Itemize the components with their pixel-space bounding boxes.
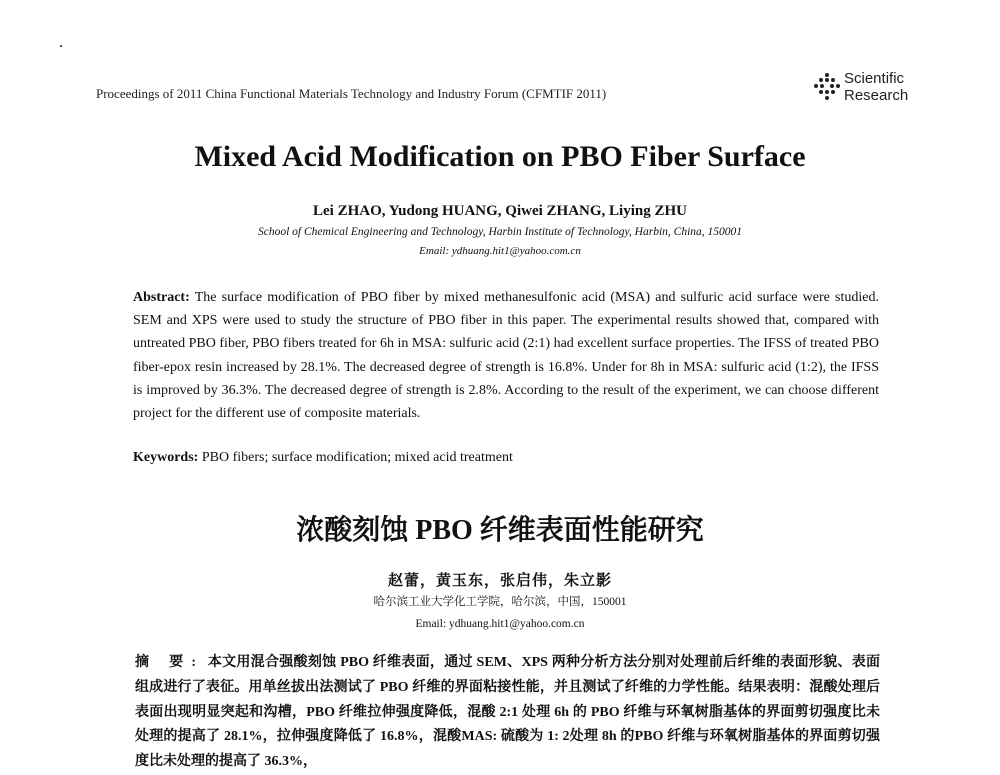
chinese-email: Email: ydhuang.hit1@yahoo.com.cn	[415, 618, 585, 630]
chinese-abstract-label: 摘 要:	[135, 655, 205, 670]
scientific-research-logo-icon	[812, 72, 842, 102]
keywords-text: PBO fibers; surface modification; mixed acid treatment	[201, 450, 513, 465]
paper-title: Mixed Acid Modification on PBO Fiber Surface	[194, 140, 806, 173]
logo-text-scientific: Scientific	[844, 70, 905, 87]
publisher-logo	[812, 70, 922, 106]
chinese-title: 浓酸刻蚀 PBO 纤维表面性能研究	[296, 515, 704, 546]
abstract-label: Abstract:	[133, 290, 190, 305]
chinese-affiliation: 哈尔滨工业大学化工学院，哈尔滨，中国，150001	[373, 596, 627, 608]
paper-affiliation: School of Chemical Engineering and Technology, Harbin Institute of Technology, Harbin, China, 150001	[257, 226, 743, 238]
keywords-line	[133, 450, 879, 466]
paper-authors: Lei ZHAO, Yudong HUANG, Qiwei ZHANG, Liying ZHU	[313, 203, 687, 219]
keywords-label: Keywords:	[133, 450, 199, 465]
chinese-abstract-text: 本文用混合强酸刻蚀 PBO 纤维表面，通过 SEM、XPS 两种分析方法分别对处理前后纤维的表面形貌、表面组成进行了表征。用单丝拔出法测试了 PBO 纤维的界面粘接性能，并且测试了纤维的力学性能。结果表明：混酸处理后表面出现明显突起和沟槽，PBO 纤维拉伸强度降低，混酸 2:1 处理 6h 的 PBO 纤维与环氧树脂基体的界面剪切强度比未处理的提高了 28.1%，拉伸强度降低了 16.8%，混酸MAS: 硫酸为 1: 2处理 8h 的PBO 纤维与环氧树脂基体的界面剪切强度比未处理的提高了 36.3%，	[135, 655, 880, 770]
scan-speck	[60, 45, 62, 47]
abstract-paragraph	[133, 286, 879, 425]
abstract-text: The surface modification of PBO fiber by mixed methanesulfonic acid (MSA) and sulfuric acid surface were studied. SEM and XPS were used to study the structure of PBO fiber in this paper. The experimental results showed that, compared with untreated PBO fiber, PBO fibers treated for 6h in MSA: sulfuric acid (2:1) had excellent surface properties. The IFSS of treated PBO fiber-epox resin increased by 28.1%. The decreased degree of strength is 16.8%. Under for 8h in MSA: sulfuric acid (1:2), the IFSS is improved by 36.3%. The decreased degree of strength is 2.8%. According to the result of the experiment, we can choose different project for the different use of composite materials.	[133, 290, 879, 422]
chinese-abstract-paragraph	[135, 651, 880, 775]
chinese-authors: 赵蕾，黄玉东，张启伟，朱立影	[387, 573, 612, 589]
paper-email: Email: ydhuang.hit1@yahoo.com.cn	[419, 245, 581, 257]
logo-text-research: Research	[844, 87, 909, 104]
proceedings-header: Proceedings of 2011 China Functional Materials Technology and Industry Forum (CFMTIF 2011)	[96, 86, 607, 101]
